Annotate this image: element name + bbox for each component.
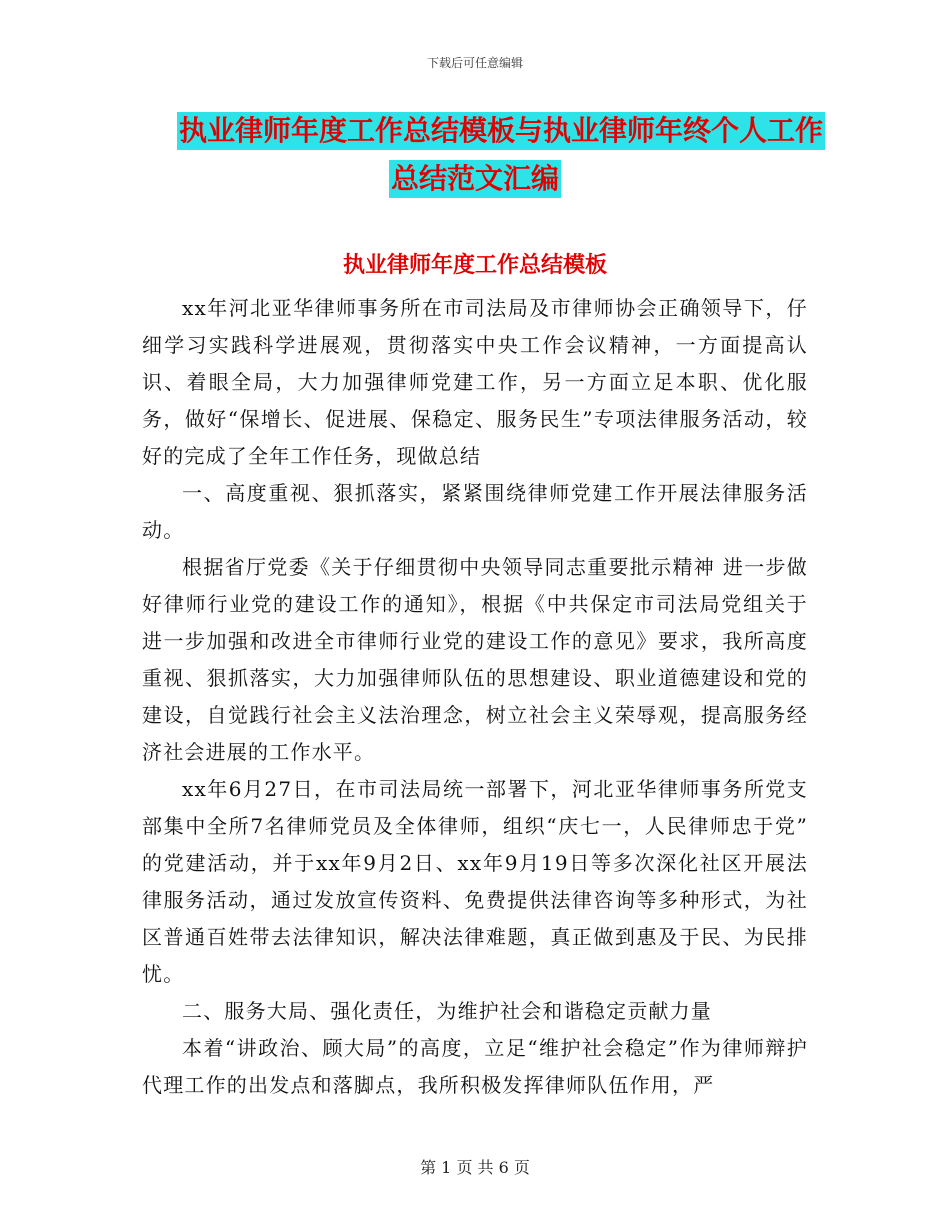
title-line-2: 总结范文汇编 — [389, 160, 561, 198]
page-footer: 第 1 页 共 6 页 — [420, 1158, 530, 1177]
paragraph: 本着“讲政治、顾大局”的高度，立足“维护社会稳定”作为律师辩护代理工作的出发点和落脚点，我所积极发挥律师队伍作用，严 — [142, 1036, 808, 1097]
header-note: 下载后可任意编辑 — [426, 56, 523, 70]
document-title — [0, 112, 950, 198]
section-title: 执业律师年度工作总结模板 — [342, 253, 607, 278]
document-body — [142, 290, 808, 1104]
title-line-1: 执业律师年度工作总结模板与执业律师年终个人工作 — [177, 112, 825, 150]
paragraph: 二、服务大局、强化责任，为维护社会和谐稳定贡献力量 — [182, 999, 712, 1023]
paragraph: 根据省厅党委《关于仔细贯彻中央领导同志重要批示精神 进一步做好律师行业党的建设工作的通知》，根据《中共保定市司法局党组关于进一步加强和改进全市律师行业党的建设工作的意见》要求，我所高度重视、狠抓落实，大力加强律师队伍的思想建设、职业道德建设和党的建设，自觉践行社会主义法治理念，树立社会主义荣辱观，提高服务经济社会进展的工作水平。 — [142, 555, 808, 764]
paragraph: 一、高度重视、狠抓落实，紧紧围绕律师党建工作开展法律服务活动。 — [142, 481, 808, 542]
paragraph: xx年6月27日，在市司法局统一部署下，河北亚华律师事务所党支部集中全所7名律师党员及全体律师，组织“庆七一，人民律师忠于党” 的党建活动，并于xx年9月2日、xx年9月19日等多次深化社区开展法律服务活动，通过发放宣传资料、免费提供法律咨询等多种形式，为社区普通百姓带去法律知识，解决法律难题，真正做到惠及于民、为民排忧。 — [142, 777, 808, 986]
paragraph: xx年河北亚华律师事务所在市司法局及市律师协会正确领导下，仔细学习实践科学进展观，贯彻落实中央工作会议精神，一方面提高认识、着眼全局，大力加强律师党建工作，另一方面立足本职、优化服务，做好“保增长、促进展、保稳定、服务民生”专项法律服务活动，较好的完成了全年工作任务，现做总结 — [142, 296, 808, 468]
